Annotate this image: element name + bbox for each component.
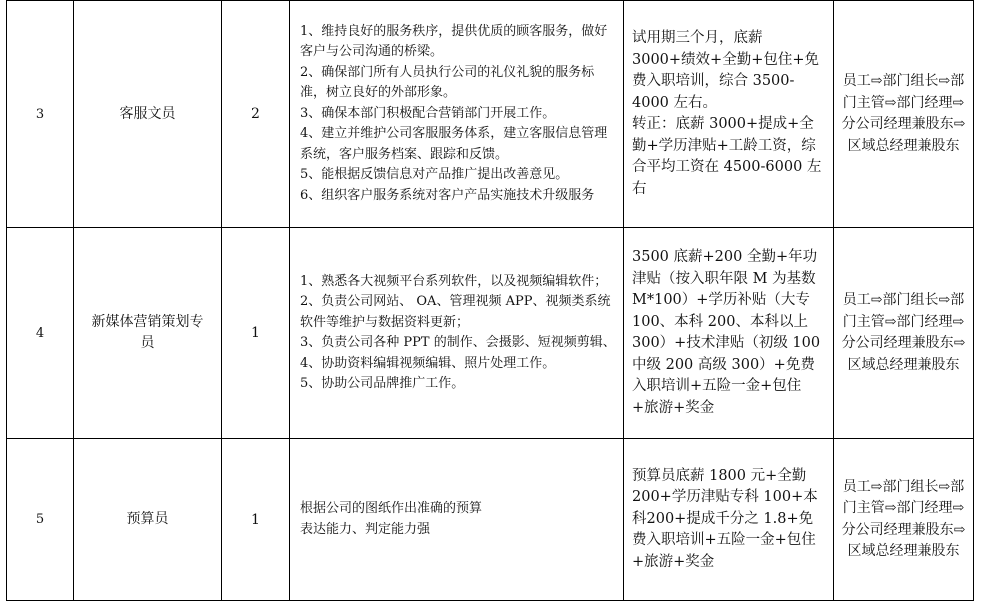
duty-line: 4、建立并维护公司客服服务体系，建立客服信息管理系统，客户服务档案、跟踪和反馈。 [300,126,608,162]
duty-line: 2、确保部门所有人员执行公司的礼仪礼貌的服务标准，树立良好的外部形象。 [300,64,595,101]
table-row [7,1,974,228]
duty-line: 3、确保本部门积极配合营销部门开展工作。 [300,105,556,121]
job-duties [290,1,624,228]
pay-line: 3500 底薪+200 全勤+年功津贴（按入职年限 M 为基数M*100）+学历补贴（大专 100、本科 200、本科以上 300）+技术津贴（初级 100 中级 200 高级 300）+免费入职培训+五险一金+包住+旅游+奖金 [632,249,821,416]
table-row [7,228,974,439]
job-duties [290,228,624,439]
job-table [6,0,974,601]
duty-line: 4、协助资料编辑视频编辑、照片处理工作。 [300,355,556,371]
position-title: 客服文员 [74,1,222,228]
salary-benefits [624,439,834,601]
career-path: 员工⇨部门组长⇨部门主管⇨部门经理⇨分公司经理兼股东⇨区域总经理兼股东 [834,1,974,228]
row-number: 4 [7,228,74,439]
job-duties [290,439,624,601]
salary-benefits [624,1,834,228]
row-number: 5 [7,439,74,601]
duty-line: 1、维持良好的服务秩序，提供优质的顾客服务，做好客户与公司沟通的桥梁。 [300,23,608,60]
duty-line: 表达能力、判定能力强 [300,521,431,537]
duty-line: 5、能根据反馈信息对产品推广提出改善意见。 [300,167,569,183]
table-row [7,439,974,601]
duty-line: 3、负责公司各种 PPT 的制作、会摄影、短视频剪辑、 [300,335,616,350]
pay-line: 预算员底薪 1800 元+全勤200+学历津贴专科 100+本科200+提成千分之 1.8+免费入职培训+五险一金+包住+旅游+奖金 [632,467,818,570]
position-title: 预算员 [74,439,222,601]
duty-line: 根据公司的图纸作出准确的预算 [300,501,483,516]
pay-line: 试用期三个月，底薪 3000+绩效+全勤+包住+免费入职培训，综合 3500-4000 左右。 [632,30,819,111]
career-path: 员工⇨部门组长⇨部门主管⇨部门经理⇨分公司经理兼股东⇨区域总经理兼股东 [834,228,974,439]
headcount: 1 [222,228,290,439]
headcount: 2 [222,1,290,228]
career-path: 员工⇨部门组长⇨部门主管⇨部门经理⇨分公司经理兼股东⇨区域总经理兼股东 [834,439,974,601]
row-number: 3 [7,1,74,228]
duty-line: 6、组织客户服务系统对客户产品实施技术升级服务 [300,187,595,203]
position-title: 新媒体营销策划专员 [74,228,222,439]
pay-line: 转正：底薪 3000+提成+全勤+学历津贴+工龄工资，综合平均工资在 4500-6000 左右 [632,116,822,197]
headcount: 1 [222,439,290,601]
salary-benefits [624,228,834,439]
duty-line: 5、协助公司品牌推广工作。 [300,376,465,391]
duty-line: 1、熟悉各大视频平台系列软件，以及视频编辑软件； [300,273,608,289]
duty-line: 2、负责公司网站、 OA、管理视频 APP、视频类系统软件等维护与数据资料更新； [300,294,611,330]
